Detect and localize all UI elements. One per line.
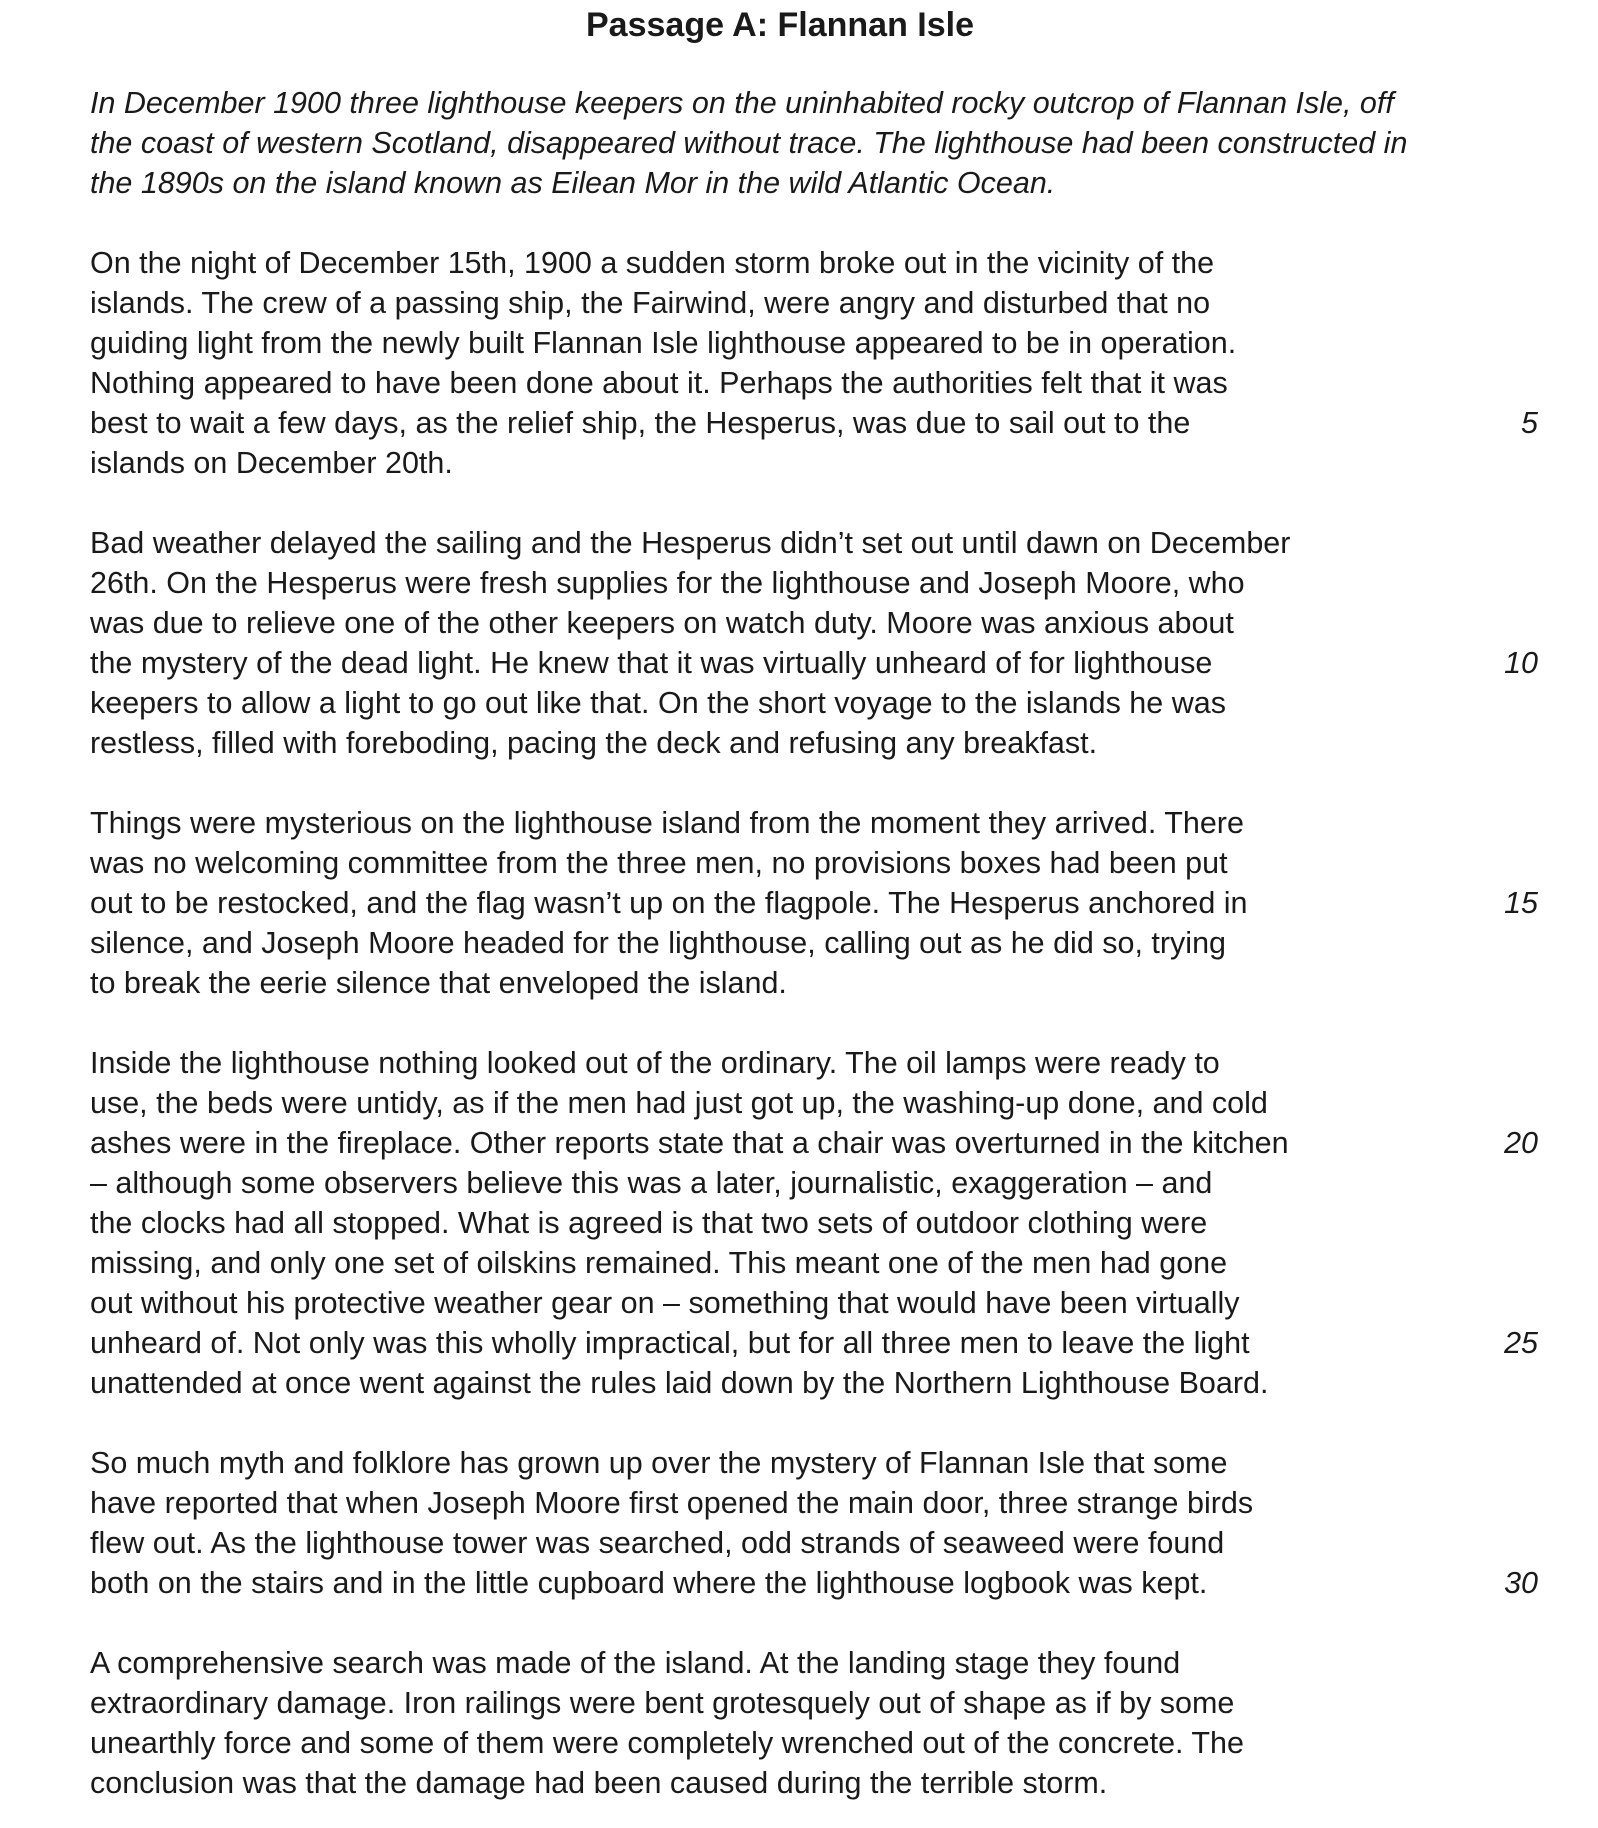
text-line: best to wait a few days, as the relief ship, the Hesperus, was due to sail out to the (90, 406, 1191, 440)
text-line: flew out. As the lighthouse tower was searched, odd strands of seaweed were found (90, 1526, 1225, 1560)
paragraph-6 (90, 1643, 1550, 1803)
intro-line: the coast of western Scotland, disappeared without trace. The lighthouse had been constructed in (90, 126, 1408, 160)
text-line: So much myth and folklore has grown up over the mystery of Flannan Isle that some (90, 1446, 1228, 1480)
text-line: A comprehensive search was made of the island. At the landing stage they found (90, 1646, 1181, 1680)
paragraph-2 (90, 523, 1550, 763)
text-line: On the night of December 15th, 1900 a sudden storm broke out in the vicinity of the (90, 246, 1215, 280)
text-line: islands on December 20th. (90, 446, 453, 480)
text-line: Things were mysterious on the lighthouse island from the moment they arrived. There (90, 806, 1244, 840)
line-number: 10 (1504, 646, 1538, 680)
intro-line: the 1890s on the island known as Eilean Mor in the wild Atlantic Ocean. (90, 166, 1056, 200)
intro-italic (90, 83, 1560, 203)
paragraph-3 (90, 803, 1550, 1003)
line-number: 25 (1504, 1326, 1538, 1360)
text-line: 26th. On the Hesperus were fresh supplies for the lighthouse and Joseph Moore, who (90, 566, 1245, 600)
text-line: was no welcoming committee from the three men, no provisions boxes had been put (90, 846, 1228, 880)
text-line: the mystery of the dead light. He knew that it was virtually unheard of for lighthouse (90, 646, 1213, 680)
text-line: conclusion was that the damage had been caused during the terrible storm. (90, 1766, 1108, 1800)
text-line: was due to relieve one of the other keepers on watch duty. Moore was anxious about (90, 606, 1234, 640)
page-title: Passage A: Flannan Isle (586, 6, 974, 44)
text-line: Nothing appeared to have been done about it. Perhaps the authorities felt that it was (90, 366, 1228, 400)
paragraph-5 (90, 1443, 1550, 1603)
text-line: to break the eerie silence that enveloped the island. (90, 966, 787, 1000)
line-number: 5 (1521, 406, 1538, 440)
text-line: Inside the lighthouse nothing looked out of the ordinary. The oil lamps were ready to (90, 1046, 1220, 1080)
line-number: 20 (1504, 1126, 1538, 1160)
text-line: unattended at once went against the rules laid down by the Northern Lighthouse Board. (90, 1366, 1269, 1400)
text-line: the clocks had all stopped. What is agreed is that two sets of outdoor clothing were (90, 1206, 1208, 1240)
text-line: – although some observers believe this was a later, journalistic, exaggeration – and (90, 1166, 1213, 1200)
text-line: islands. The crew of a passing ship, the Fairwind, were angry and disturbed that no (90, 286, 1211, 320)
text-line: Bad weather delayed the sailing and the Hesperus didn’t set out until dawn on December (90, 526, 1291, 560)
text-line: unheard of. Not only was this wholly impractical, but for all three men to leave the light (90, 1326, 1250, 1360)
text-line: ashes were in the fireplace. Other reports state that a chair was overturned in the kitchen (90, 1126, 1289, 1160)
text-line: out without his protective weather gear on – something that would have been virtually (90, 1286, 1240, 1320)
intro-line: In December 1900 three lighthouse keepers on the uninhabited rocky outcrop of Flannan Isle, off (90, 86, 1394, 120)
paragraph-1 (90, 243, 1550, 483)
line-number: 30 (1504, 1566, 1538, 1600)
text-line: use, the beds were untidy, as if the men had just got up, the washing-up done, and cold (90, 1086, 1268, 1120)
text-line: silence, and Joseph Moore headed for the lighthouse, calling out as he did so, trying (90, 926, 1227, 960)
text-line: missing, and only one set of oilskins remained. This meant one of the men had gone (90, 1246, 1228, 1280)
line-number: 15 (1504, 886, 1538, 920)
text-line: guiding light from the newly built Flannan Isle lighthouse appeared to be in operation. (90, 326, 1237, 360)
text-line: out to be restocked, and the flag wasn’t up on the flagpole. The Hesperus anchored in (90, 886, 1248, 920)
text-line: restless, filled with foreboding, pacing the deck and refusing any breakfast. (90, 726, 1098, 760)
paragraph-4 (90, 1043, 1550, 1403)
text-line: both on the stairs and in the little cupboard where the lighthouse logbook was kept. (90, 1566, 1208, 1600)
text-line: unearthly force and some of them were completely wrenched out of the concrete. The (90, 1726, 1244, 1760)
text-line: extraordinary damage. Iron railings were bent grotesquely out of shape as if by some (90, 1686, 1235, 1720)
text-line: have reported that when Joseph Moore first opened the main door, three strange birds (90, 1486, 1254, 1520)
text-line: keepers to allow a light to go out like that. On the short voyage to the islands he was (90, 686, 1226, 720)
